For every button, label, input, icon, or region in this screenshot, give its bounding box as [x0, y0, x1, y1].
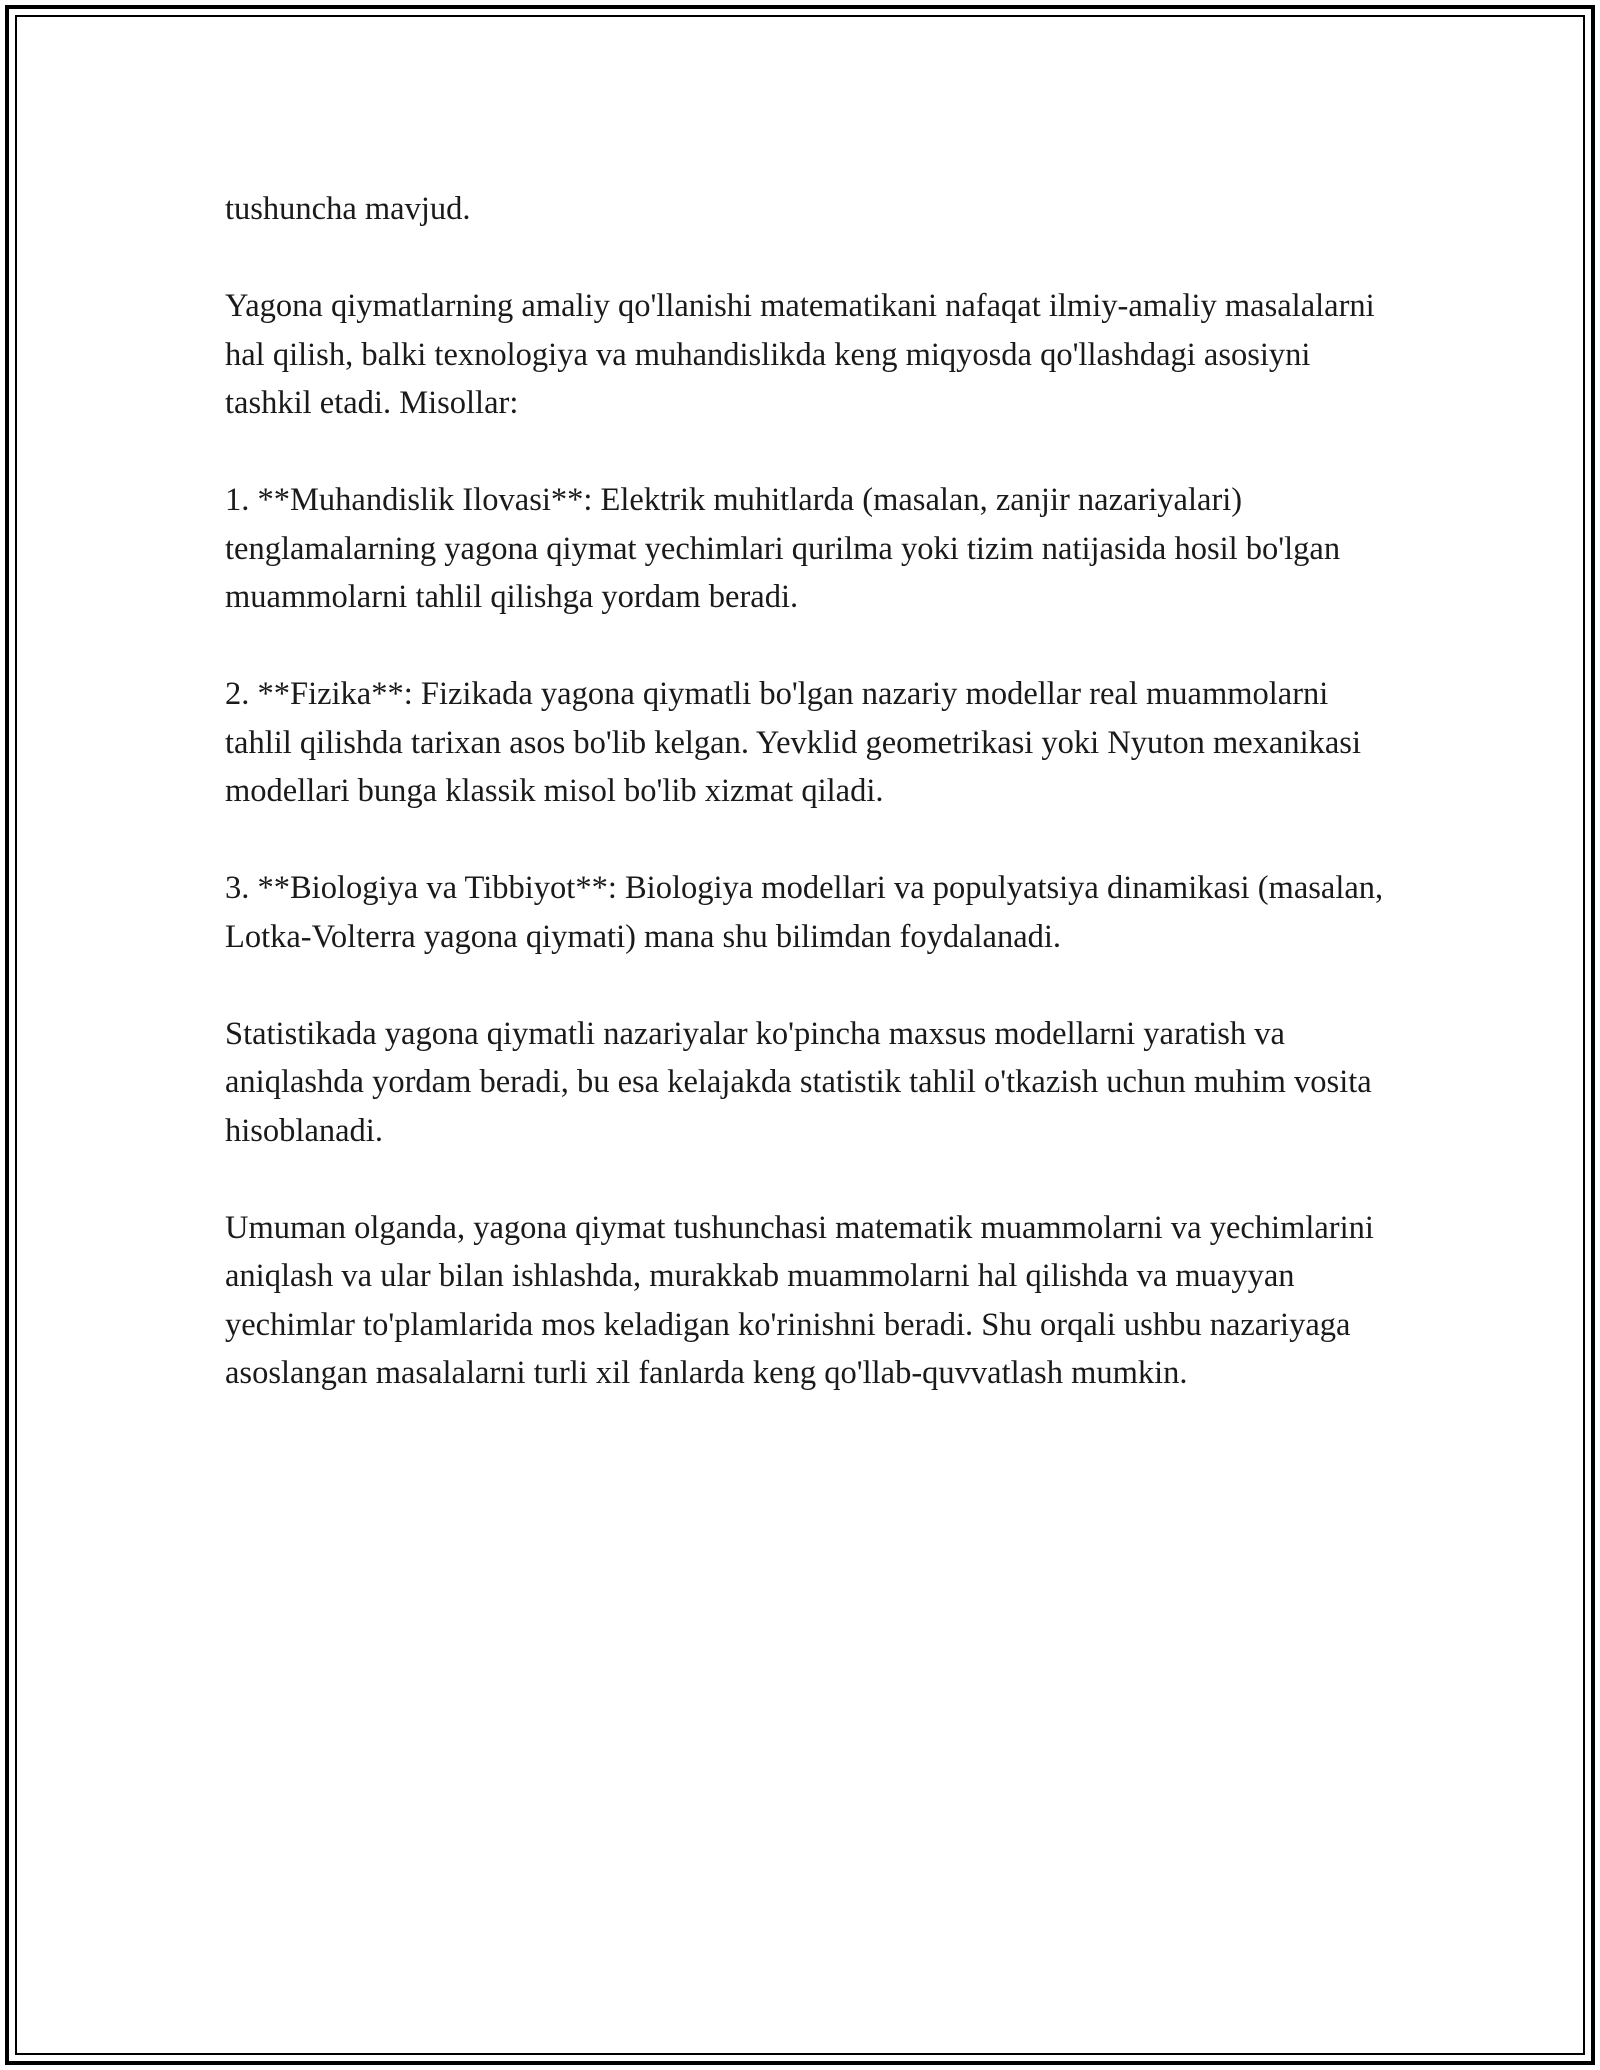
list-item-engineering: 1. **Muhandislik Ilovasi**: Elektrik muhitlarda (masalan, zanjir nazariyalari) tenglamalarning yagona qiymat yechimlari qurilma yoki tizim natijasida hosil bo'lgan muammolarni tahlil qilishga yordam beradi.	[225, 482, 1341, 615]
list-item-physics: 2. **Fizika**: Fizikada yagona qiymatli bo'lgan nazariy modellar real muammolarni tahlil qilishda tarixan asos bo'lib kelgan. Yevklid geometrikasi yoki Nyuton mexanikasi modellari bunga klassik misol bo'lib xizmat qiladi.	[225, 676, 1361, 809]
paragraph-intro: Yagona qiymatlarning amaliy qo'llanishi matematikani nafaqat ilmiy-amaliy masalalarni hal qilish, balki texnologiya va muhandislikda keng miqyosda qo'llashdagi asosiyni tashkil etadi. Misollar:	[225, 288, 1375, 421]
list-item-biology: 3. **Biologiya va Tibbiyot**: Biologiya modellari va populyatsiya dinamikasi (masalan, Lotka-Volterra yagona qiymati) mana shu bilimdan foydalanadi.	[225, 870, 1384, 955]
paragraph-conclusion: Umuman olganda, yagona qiymat tushunchasi matematik muammolarni va yechimlarini aniqlash va ular bilan ishlashda, murakkab muammolarni hal qilishda va muayyan yechimlar to'plamlarida mos keladigan ko'rinishni beradi. Shu orqali ushbu nazariyaga asoslangan masalalarni turli xil fanlarda keng qo'llab-quvvatlash mumkin.	[225, 1209, 1374, 1391]
paragraph-statistics: Statistikada yagona qiymatli nazariyalar ko'pincha maxsus modellarni yaratish va aniqlashda yordam beradi, bu esa kelajakda statistik tahlil o'tkazish uchun muhim vosita hisoblanadi.	[225, 1015, 1372, 1149]
document-body	[225, 185, 1385, 1398]
paragraph-continuation: tushuncha mavjud.	[225, 191, 471, 227]
